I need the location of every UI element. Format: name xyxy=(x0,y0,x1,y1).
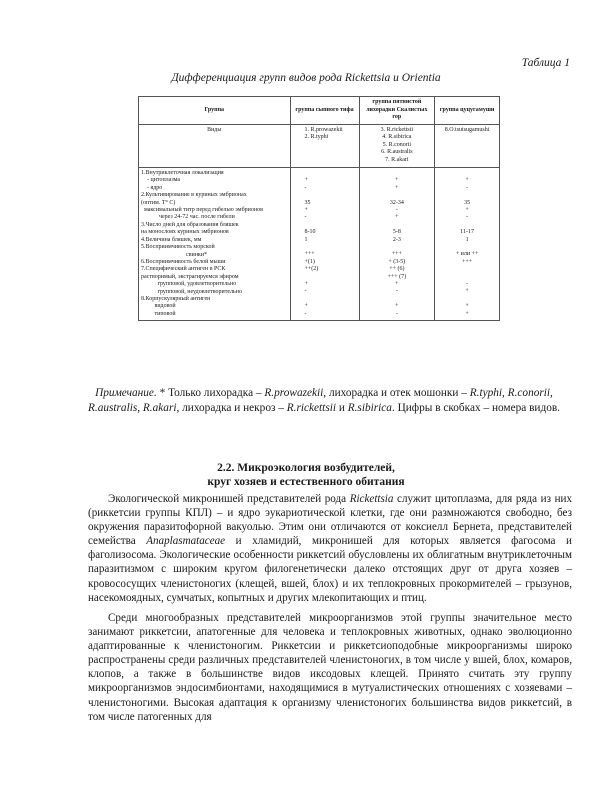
table-cell-line: - ядро xyxy=(141,184,163,191)
note-text-4: и xyxy=(336,402,348,414)
table-cell-line: 35 xyxy=(304,199,311,206)
table-note xyxy=(70,386,578,416)
table-cell-line: - xyxy=(395,207,398,214)
section-heading-line-1: 2.2. Микроэкология возбудителей, xyxy=(217,462,395,474)
table-cell-line: 7. R.akari xyxy=(385,156,409,163)
table-cell-line: через 24-72 час. после гибели xyxy=(141,214,235,221)
species-spotted-list xyxy=(362,127,433,164)
table-cell-line: + xyxy=(465,177,469,184)
header-group: Группа xyxy=(139,97,291,125)
table-cell-line: +++ xyxy=(304,251,315,258)
table-cell-line: +++ xyxy=(461,258,473,265)
table-cell-line xyxy=(362,170,433,177)
species-tsutsugamushi xyxy=(435,125,500,168)
properties-tsutsugamushi xyxy=(435,168,500,321)
table-cell-line: растворимый, экстрагируемся эфиром xyxy=(141,273,239,280)
table-cell-line: + xyxy=(304,281,308,288)
table-cell-line: 2-3 xyxy=(392,236,401,243)
table-cell-line: + xyxy=(395,303,399,310)
table-cell-line: групповой, удовлетворительно xyxy=(141,281,237,288)
table-cell-line: - xyxy=(466,281,469,288)
table-cell-line: 32-34 xyxy=(389,199,404,206)
table-cell-line: - xyxy=(304,310,307,317)
note-species-1: R.prowazekii xyxy=(264,387,324,399)
table-cell-line: 2. R.typhi xyxy=(304,134,329,141)
table-cell-line: 8.Корпускулярный антиген xyxy=(141,295,211,302)
species-spotted xyxy=(359,125,435,168)
table-cell-line: + или ++ xyxy=(455,251,479,258)
properties-row xyxy=(139,168,500,321)
paragraph-1 xyxy=(88,492,572,605)
table-cell-line xyxy=(437,244,497,251)
species-tsutsugamushi-list xyxy=(437,127,497,134)
species-typhus xyxy=(290,125,359,168)
note-text-5: . Цифры в скобках – номера видов. xyxy=(391,402,561,414)
paragraph-1-part-c: служит цитоплазма, для ряда из них (риккетсии группы КПЛ) – и ядро эукариотической клетки, где они размножаются свободно, без окружения паразитофорной вакуолью. Этим они отличаются от коксиелл Бернета, представителей семейства xyxy=(88,493,572,548)
properties-tsutsugamushi-list xyxy=(437,170,497,318)
table-cell-line: (оптим. Т° С) xyxy=(141,199,176,206)
table-cell-line: 35 xyxy=(464,199,471,206)
table-cell-line: + xyxy=(395,214,399,221)
table-cell-line xyxy=(437,274,497,281)
table-cell-line: + xyxy=(465,207,469,214)
table-cell-line xyxy=(362,222,433,229)
table-cell-line: + xyxy=(395,281,399,288)
table-cell-line: 6.Восприимчивость белой мыши xyxy=(141,258,226,265)
table-label: Таблица 1 xyxy=(521,57,570,69)
table-cell-line: 2.Культивирование в куриных эмбрионах xyxy=(141,192,247,199)
species-typhus-list xyxy=(293,127,357,142)
table-cell-line xyxy=(437,266,497,273)
table-cell-line: типовой xyxy=(141,310,176,317)
table-cell-line: - цитоплазма xyxy=(141,177,181,184)
table-cell-line: - xyxy=(466,214,469,221)
table-cell-line: - xyxy=(395,288,398,295)
header-tsutsugamushi-group: группа цуцугамуши xyxy=(435,97,500,125)
table-cell-line: максимальный титр перед гибелью эмбрионов xyxy=(141,207,263,214)
header-spotted-fever-group: группа пятнистой лихорадки Скалистых гор xyxy=(359,97,435,125)
table-cell-line: на монослоях куриных эмбрионов xyxy=(141,229,229,236)
table-cell-line: 5. R.conorii xyxy=(382,141,412,148)
note-species-3: R.rickettsii xyxy=(286,402,336,414)
table-cell-line: - xyxy=(304,214,307,221)
species-row xyxy=(139,125,500,168)
table-cell-line: 1 xyxy=(304,236,308,243)
table-cell-line: видовой xyxy=(141,303,176,310)
table-cell-line: ++ (6) xyxy=(389,266,405,273)
table-cell-line xyxy=(437,222,497,229)
differentiation-table xyxy=(138,96,500,321)
note-prefix: Примечание. xyxy=(95,387,157,399)
section-heading-line-2: круг хозяев и естественного обитания xyxy=(207,475,405,488)
table-cell-line: + xyxy=(395,177,399,184)
table-cell-line: - xyxy=(395,310,398,317)
table-header-row xyxy=(139,97,500,125)
note-species-4: R.sibirica xyxy=(347,402,392,414)
table-cell-line: + xyxy=(304,303,308,310)
properties-spotted xyxy=(359,168,435,321)
table-cell-line: 3. R.rickettsii xyxy=(380,127,414,133)
table-title: Дифференциация групп видов рода Rickettsia и Orientia xyxy=(171,72,441,84)
table-cell-line xyxy=(362,192,433,199)
table-cell-line xyxy=(437,170,497,177)
table-cell-line xyxy=(293,192,357,199)
table-cell-line: свинки* xyxy=(141,251,208,258)
table-cell-line: + xyxy=(465,310,469,317)
table-cell-line: 8-10 xyxy=(304,229,316,236)
properties-label-list xyxy=(141,170,288,318)
table-cell-line xyxy=(362,296,433,303)
table-cell-line: 11-17 xyxy=(460,229,474,236)
table-cell-line: + xyxy=(304,177,308,184)
properties-spotted-list xyxy=(362,170,433,318)
table-cell-line: 1 xyxy=(465,236,469,243)
table-cell-line: - xyxy=(304,184,307,191)
paragraph-1-genus: Rickettsia xyxy=(349,493,394,505)
note-text-2: , лихорадка и отек мошонки – xyxy=(323,387,470,399)
table-cell-line: + xyxy=(304,207,308,214)
table-cell-line xyxy=(293,222,357,229)
properties-labels xyxy=(139,168,291,321)
table-cell-line: 7.Специфический антиген в РСК xyxy=(141,266,226,273)
note-text-1: * Только лихорадка – xyxy=(156,387,265,399)
table-cell-line: + xyxy=(465,303,469,310)
table-cell-line xyxy=(293,244,357,251)
section-heading xyxy=(0,462,612,489)
table-cell-line xyxy=(362,244,433,251)
table-cell-line xyxy=(437,296,497,303)
table-cell-line: - xyxy=(466,184,469,191)
table-cell-line xyxy=(293,274,357,281)
table-cell-line: - xyxy=(304,288,307,295)
table-cell-line: групповой, неудовлетворительно xyxy=(141,288,242,295)
properties-typhus-list xyxy=(293,170,357,318)
header-typhus-group: группа сыпного тифа xyxy=(290,97,359,125)
table-cell-line xyxy=(437,192,497,199)
table-cell-line: 8.O.tsutsugamushi xyxy=(444,127,490,133)
note-species-2: R.typhi, R.conorii, R.australis, R.akari xyxy=(87,387,553,414)
table-cell-line: 6. R.australis xyxy=(381,149,413,156)
table-cell-line xyxy=(293,170,357,177)
table-cell-line: +++ (7) xyxy=(387,273,407,280)
table-cell-line: 4.Величина бляшек, мм xyxy=(141,236,202,243)
table-cell-line: 1.Внутриклеточная локализация xyxy=(141,170,224,177)
note-text-3: , лихорадка и некроз – xyxy=(176,402,287,414)
table-cell-line xyxy=(293,296,357,303)
table-cell-line: 1. R.prowazekii xyxy=(304,127,343,133)
paragraph-2: Среди многообразных представителей микроорганизмов этой группы значительное место занимают риккетсии, апатогенные для человека и теплокровных животных, однако эволюционно адаптированные к членистоногим. Риккетсии и риккетсиоподобные микроорганизмы широко распространены среди различных представителей членистоногих, в том числе у вшей, блох, комаров, клопов, а также в большинстве видов иксодовых клещей. Принято считать эту группу микроорганизмов эндосимбионтами, находящимися в мутуалистических отношениях с хозяевами – членистоногими. Высокая адаптация к организму членистоногих большинства видов риккетсий, в том числе патогенных для xyxy=(88,612,572,723)
table-cell-line: + (3-5) xyxy=(388,258,406,265)
paragraph-1-part-e: и хламидий, микронишей для которых является фагосома и фаголизосома. Экологические особенности риккетсий обусловлены их облигатным внутриклеточным паразитизмом с широким кругом филогенетически далеко отстоящих друг от друга хозяев – кровососущих членистоногих (клещей, вшей, блох) и их теплокровных прокормителей – грызунов, насекомоядных, сумчатых, копытных и других млекопитающих и птиц. xyxy=(88,535,572,604)
table-cell-line: 5.Восприимчивость морской xyxy=(141,244,215,251)
species-label: Виды xyxy=(139,125,291,168)
paragraph-1-part-a: Экологической микронишей представителей рода xyxy=(108,493,350,505)
table-cell-line: ++(2) xyxy=(304,266,319,273)
table-cell-line: + xyxy=(395,184,399,191)
table-cell-line: 3.Число дней для образования бляшек xyxy=(141,221,239,228)
properties-typhus xyxy=(290,168,359,321)
table-cell-line: 5-8 xyxy=(392,229,401,236)
table-cell-line: +++ xyxy=(391,251,402,258)
table-cell-line: +(1) xyxy=(304,258,315,265)
paragraph-1-family: Anaplasmataceae xyxy=(146,535,226,548)
table-cell-line: 4. R.sibirica xyxy=(382,134,412,141)
table-cell-line: + xyxy=(465,288,469,295)
